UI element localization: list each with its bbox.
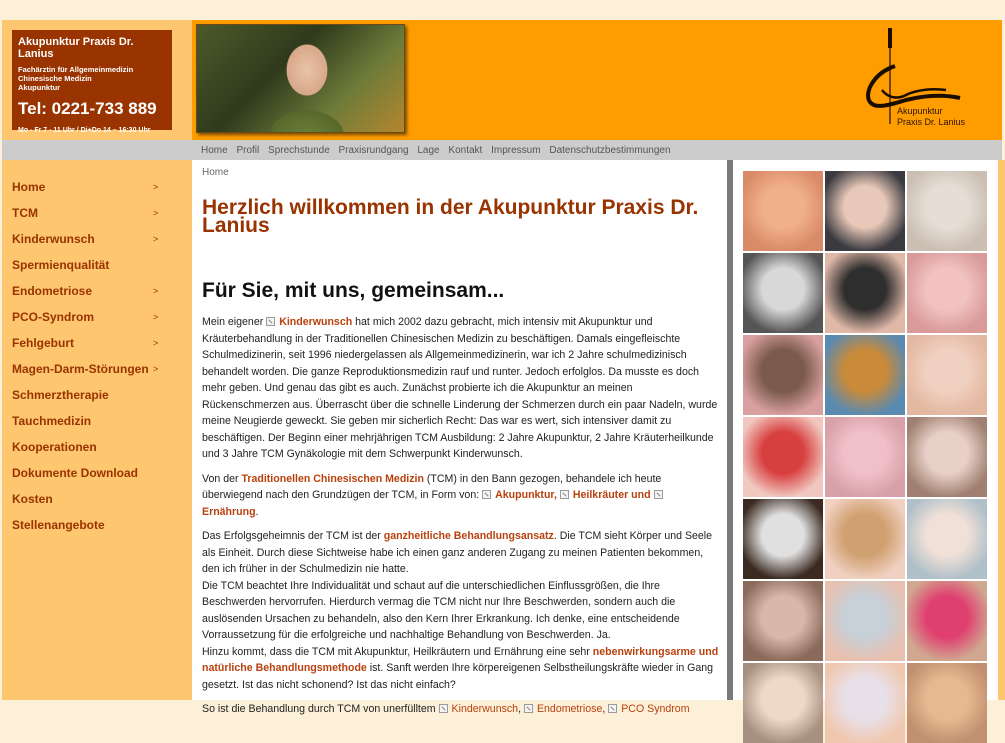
- baby-photo-thumbnail[interactable]: [825, 171, 905, 251]
- header: [2, 20, 1002, 140]
- chevron-right-icon: >: [153, 312, 159, 322]
- baby-photo-thumbnail[interactable]: [743, 253, 823, 333]
- baby-photo-thumbnail[interactable]: [825, 581, 905, 661]
- sidebar: [2, 160, 192, 700]
- link-heilkraeuter[interactable]: Heilkräuter und: [572, 489, 651, 501]
- link-ganzheitlich[interactable]: ganzheitliche Behandlungsansatz: [383, 530, 554, 542]
- nav-impressum[interactable]: Impressum: [491, 145, 541, 156]
- sidebar-item-label: Tauchmedizin: [12, 414, 92, 428]
- external-link-icon: [560, 490, 569, 499]
- text: Die TCM beachtet Ihre Individualität und schaut auf die unterschiedlichen Einflussgrößen, die Ihre Beschwerden hervorrufen. Hierdurch vermag die TCM nicht nur Ihre Beschwerden, sondern auch die auslösenden Ursachen zu behandeln, also den Kern Ihrer Erkrankung. Ich denke, eine entscheidende Vorraussetzung für die erfolgreiche und nachhaltige Behandlung von Beschwerden. Ja.: [202, 579, 680, 641]
- right-border: [998, 160, 1005, 700]
- baby-photo-thumbnail[interactable]: [825, 663, 905, 743]
- specialties: [18, 65, 166, 92]
- nav-home[interactable]: Home: [201, 145, 228, 156]
- text: Das Erfolgsgeheimnis der TCM ist der: [202, 530, 384, 542]
- chevron-right-icon: >: [153, 234, 159, 244]
- external-link-icon: [266, 317, 275, 326]
- text: hat mich 2002 dazu gebracht, mich intensiv mit Akupunktur und Kräuterbehandlung in der Traditionellen Chinesischen Medizin zu beschäftigen. Damals eingefleischte Schulmedizinerin, seit 1996 niedergelassen als Allgemeinmedizinerin, war ich 2 Jahre schulmedizinisch behandelt worden. Die ganze Reproduktionsmedizin rauf und runter. Jedoch erfolglos. Da musste es doch mehr geben. Und genau das gibt es auch. Zunächst probierte ich die Akupunktur an meinen Rückenschmerzen aus. Überrascht über die schnelle Linderung der Schmerzen durch ein paar Nadeln, wurde meine Neugierde geweckt. Sie geben mir sicherlich Recht: Das war es wert, sich intensiver damit zu beschäftigen. Der Beginn einer mehrjährigen TCM Ausbildung: 2 Jahre Akupunktur, 2 Jahre Kräuterheilkunde und 3 Jahre TCM Gynäkologie mit dem Schwerpunkt Kinderwunsch.: [202, 316, 718, 460]
- baby-photo-thumbnail[interactable]: [743, 499, 823, 579]
- sidebar-item[interactable]: [12, 466, 182, 480]
- chevron-right-icon: >: [153, 286, 159, 296]
- sidebar-item-label: Spermienqualität: [12, 258, 110, 272]
- logo-line: Praxis Dr. Lanius: [897, 117, 966, 127]
- sidebar-item-label: PCO-Syndrom: [12, 310, 95, 324]
- sidebar-item-label: TCM: [12, 206, 38, 220]
- sidebar-item[interactable]: [12, 180, 182, 194]
- paragraph: [202, 471, 720, 521]
- nav-sprechstunde[interactable]: Sprechstunde: [268, 145, 330, 156]
- office-hours: Mo - Fr 7 - 11 Uhr / Di+Do 14 – 16:30 Uhr: [18, 127, 151, 134]
- doctor-photo: [196, 24, 405, 133]
- baby-photo-thumbnail[interactable]: [825, 253, 905, 333]
- phone-number: Tel: 0221-733 889: [18, 99, 157, 118]
- paragraph: [202, 701, 720, 718]
- contact-box: [12, 30, 172, 134]
- sidebar-item[interactable]: [12, 388, 182, 402]
- baby-photo-thumbnail[interactable]: [907, 663, 987, 743]
- text: ,: [602, 703, 609, 715]
- practice-name: Akupunktur Praxis Dr. Lanius: [18, 36, 134, 60]
- external-link-icon: [524, 704, 533, 713]
- logo-text: [897, 106, 965, 128]
- nav-lage[interactable]: Lage: [417, 145, 440, 156]
- baby-photo-thumbnail[interactable]: [907, 499, 987, 579]
- nav-datenschutz[interactable]: Datenschutzbestimmungen: [549, 145, 671, 156]
- baby-photo-thumbnail[interactable]: [743, 171, 823, 251]
- text: Hinzu kommt, dass die TCM mit Akupunktur, Heilkräutern und Ernährung eine sehr: [202, 645, 593, 658]
- baby-photo-thumbnail[interactable]: [743, 663, 823, 743]
- link-tcm[interactable]: Traditionellen Chinesischen Medizin: [241, 472, 424, 485]
- link-ernaehrung[interactable]: Ernährung: [202, 505, 256, 518]
- baby-photo-gallery: [733, 160, 998, 700]
- breadcrumb[interactable]: Home: [202, 167, 229, 178]
- main-content: [192, 160, 727, 715]
- sidebar-item[interactable]: [12, 440, 182, 454]
- sidebar-item[interactable]: [12, 258, 182, 272]
- sidebar-item[interactable]: [12, 284, 182, 298]
- external-link-icon: [608, 704, 617, 713]
- paragraph: [202, 314, 720, 463]
- sidebar-item[interactable]: [12, 206, 182, 220]
- sidebar-item-label: Schmerztherapie: [12, 388, 109, 402]
- nav-kontakt[interactable]: Kontakt: [448, 145, 483, 156]
- external-link-icon: [439, 704, 448, 713]
- baby-photo-thumbnail[interactable]: [907, 335, 987, 415]
- link-nebenwirkungsarm[interactable]: nebenwirkungsarme und natürliche Behandlungsmethode: [202, 645, 719, 674]
- sidebar-item[interactable]: [12, 362, 182, 376]
- sidebar-item-label: Kinderwunsch: [12, 232, 95, 246]
- link-akupunktur[interactable]: Akupunktur,: [495, 489, 557, 501]
- baby-photo-thumbnail[interactable]: [907, 417, 987, 497]
- link-kinderwunsch[interactable]: Kinderwunsch: [279, 316, 353, 328]
- nav-praxisrundgang[interactable]: Praxisrundgang: [338, 145, 409, 156]
- baby-photo-thumbnail[interactable]: [825, 335, 905, 415]
- text: (TCM) in den Bann gezogen, behandele ich heute überwiegend nach den Grundzügen der TCM, in Form von:: [202, 472, 662, 501]
- baby-photo-thumbnail[interactable]: [907, 171, 987, 251]
- sidebar-item-label: Dokumente Download: [12, 466, 139, 480]
- baby-photo-thumbnail[interactable]: [743, 581, 823, 661]
- chevron-right-icon: >: [153, 182, 159, 192]
- sidebar-item-label: Kooperationen: [12, 440, 97, 454]
- baby-photo-thumbnail[interactable]: [825, 417, 905, 497]
- external-link-icon: [482, 490, 491, 499]
- logo-line: Akupunktur: [897, 106, 943, 116]
- header-left: [2, 20, 192, 140]
- sidebar-item-label: Home: [12, 180, 46, 194]
- sidebar-item-label: Magen-Darm-Störungen: [12, 362, 149, 376]
- specialty: Chinesische Medizin: [18, 74, 92, 83]
- text: ,: [518, 703, 524, 715]
- body-text: [202, 314, 720, 726]
- top-nav: [2, 140, 1002, 160]
- text: ist. Sanft werden Ihre körpereigenen Selbstheilungskräfte wieder in Gang gesetzt. Ist das nicht schonend? Ist das nicht einfach?: [202, 662, 714, 691]
- link-pco[interactable]: PCO Syndrom: [621, 703, 690, 715]
- sidebar-item[interactable]: [12, 492, 182, 506]
- sidebar-item[interactable]: [12, 310, 182, 324]
- chevron-right-icon: >: [153, 338, 159, 348]
- page-title: Herzlich willkommen in der Akupunktur Praxis Dr. Lanius: [202, 196, 699, 237]
- baby-photo-thumbnail[interactable]: [743, 335, 823, 415]
- sidebar-item-label: Fehlgeburt: [12, 336, 74, 350]
- text: .: [255, 505, 259, 518]
- practice-logo: [862, 24, 987, 134]
- sidebar-item-label: Stellenangebote: [12, 518, 105, 532]
- sidebar-item[interactable]: [12, 518, 182, 532]
- chevron-right-icon: >: [153, 208, 159, 218]
- paragraph: [202, 528, 720, 693]
- text: . Die TCM sieht Körper und Seele als Einheit. Durch diese Sichtweise habe ich einen ganz anderen Zugang zu meinen Patienten bekommen, den ich früher in der Schulmedizin nie hatte.: [202, 530, 713, 575]
- text: Von der: [202, 472, 242, 485]
- link-kinderwunsch-2[interactable]: Kinderwunsch: [451, 703, 519, 715]
- baby-photo-thumbnail[interactable]: [907, 253, 987, 333]
- specialty: Akupunktur: [18, 83, 61, 92]
- text: So ist die Behandlung durch TCM von unerfülltem: [202, 703, 439, 715]
- sidebar-item-label: Endometriose: [12, 284, 93, 298]
- nav-profil[interactable]: Profil: [236, 145, 260, 156]
- sidebar-item[interactable]: [12, 336, 182, 350]
- text: Mein eigener: [202, 316, 267, 328]
- baby-photo-thumbnail[interactable]: [743, 417, 823, 497]
- chevron-right-icon: >: [153, 364, 159, 374]
- external-link-icon: [654, 490, 663, 499]
- link-endometriose[interactable]: Endometriose: [536, 703, 603, 715]
- specialty: Fachärztin für Allgemeinmedizin: [18, 65, 134, 74]
- sidebar-item[interactable]: [12, 414, 182, 428]
- baby-photo-thumbnail[interactable]: [907, 581, 987, 661]
- page-subtitle: Für Sie, mit uns, gemeinsam...: [202, 279, 505, 302]
- baby-photo-thumbnail[interactable]: [825, 499, 905, 579]
- sidebar-item[interactable]: [12, 232, 182, 246]
- sidebar-item-label: Kosten: [12, 492, 53, 506]
